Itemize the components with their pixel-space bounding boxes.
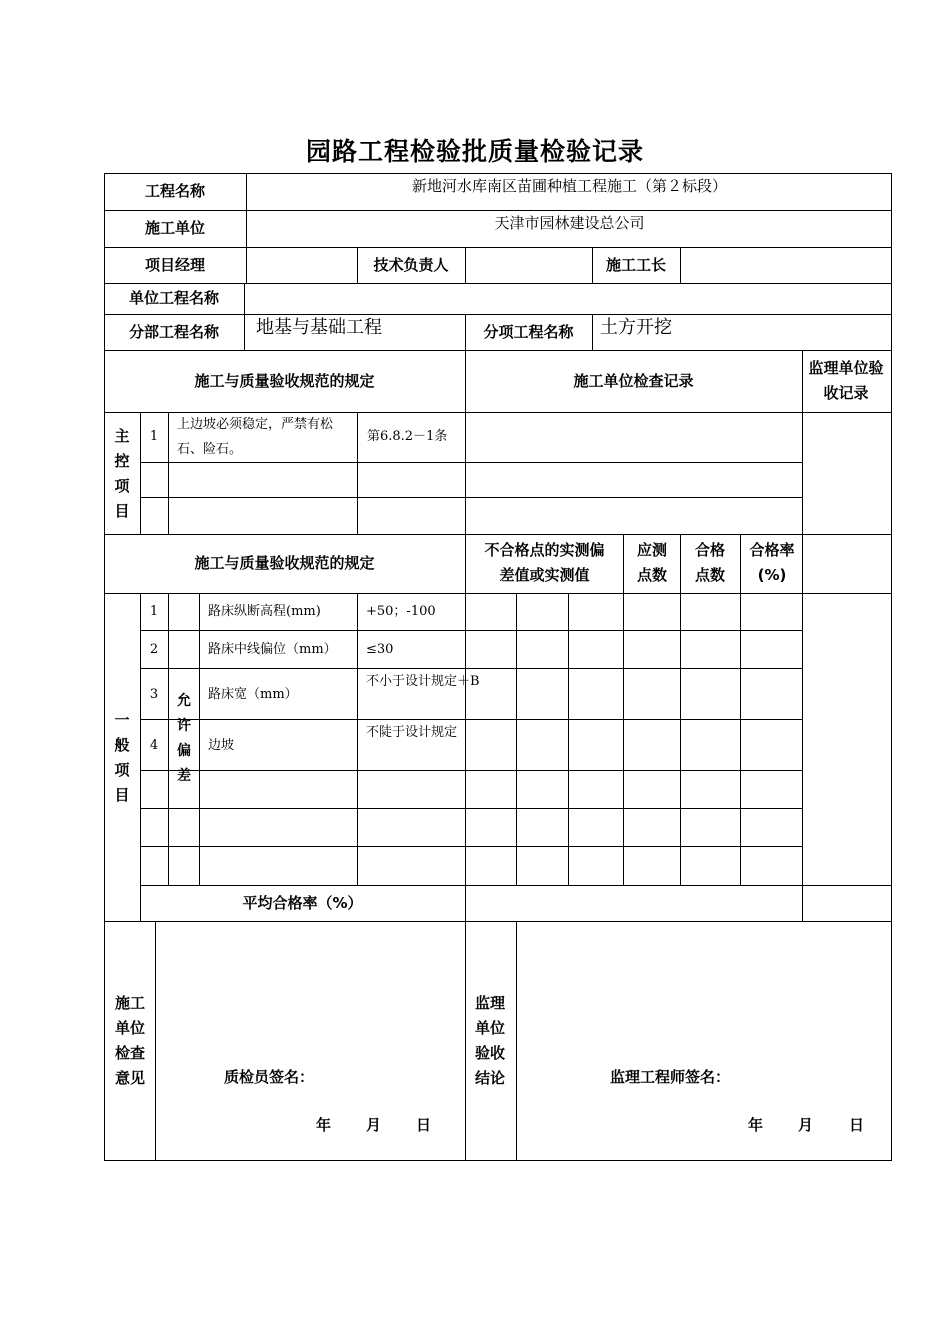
general-item-no-1: 1 [149, 604, 159, 619]
contractor-date-year: 年 [316, 1116, 332, 1134]
engineer-signature-label: 监理工程师签名： [610, 1068, 731, 1086]
project-name-value: 新地河水库南区苗圃种植工程施工（第２标段） [411, 177, 727, 195]
general-item-no-2: 2 [149, 642, 159, 657]
main-item-desc: 上边坡必须稳定，严禁有松石、险石。 [177, 417, 334, 457]
pm-label: 项目经理 [144, 256, 205, 274]
inspection-form-table [104, 173, 892, 1161]
tech-lead-label: 技术负责人 [373, 256, 449, 274]
contractor-opinion-label: 施工单位检查意见 [114, 994, 145, 1087]
points-header: 应测点数 [636, 541, 667, 584]
general-spec-header: 施工与质量验收规范的规定 [194, 554, 375, 572]
supervisor-date-year: 年 [748, 1116, 764, 1134]
tolerance-label: 允许偏差 [177, 693, 191, 784]
general-item-name-3: 路床宽（mm） [208, 687, 298, 702]
general-item-tol-2: ≤30 [366, 642, 394, 657]
main-check-header: 施工单位检查记录 [573, 372, 694, 390]
general-item-name-4: 边坡 [208, 738, 235, 753]
general-item-tol-1: +50；-100 [366, 604, 436, 619]
general-item-no-4: 4 [149, 738, 159, 753]
supervisor-conclusion-label: 监理单位验收结论 [474, 994, 505, 1087]
subdivision-label: 分项工程名称 [483, 323, 574, 341]
main-spec-header: 施工与质量验收规范的规定 [194, 372, 375, 390]
project-name-label: 工程名称 [144, 182, 205, 200]
division-value: 地基与基础工程 [256, 317, 382, 338]
supervisor-date-day: 日 [849, 1116, 865, 1134]
general-item-name-1: 路床纵断高程(mm) [208, 604, 321, 619]
contractor-date-day: 日 [416, 1116, 432, 1134]
pass-points-header: 合格点数 [694, 541, 725, 584]
general-item-no-3: 3 [149, 687, 159, 702]
division-label: 分部工程名称 [128, 323, 219, 341]
general-side-label: 一般项目 [114, 711, 130, 804]
subdivision-value: 土方开挖 [600, 317, 672, 338]
form-title: 园路工程检验批质量检验记录 [305, 137, 644, 166]
main-control-side-label: 主控项目 [114, 427, 130, 520]
avg-pass-rate-label: 平均合格率（%） [242, 894, 363, 912]
general-item-name-2: 路床中线偏位（mm） [208, 642, 337, 657]
inspector-signature-label: 质检员签名： [224, 1068, 315, 1086]
pass-rate-header: 合格率(%) [749, 541, 795, 584]
contractor-label: 施工单位 [144, 219, 205, 237]
general-item-tol-3: 不小于设计规定＋B [366, 674, 480, 689]
supervisor-record-header: 监理单位验收记录 [808, 359, 884, 402]
contractor-value: 天津市园林建设总公司 [494, 214, 645, 232]
main-item-ref: 第6.8.2－1条 [367, 429, 448, 444]
main-item-no: 1 [149, 429, 159, 444]
measured-header: 不合格点的实测偏差值或实测值 [484, 541, 605, 584]
unit-project-label: 单位工程名称 [128, 289, 219, 307]
contractor-date-month: 月 [366, 1116, 382, 1134]
general-item-tol-4: 不陡于设计规定 [366, 725, 458, 740]
supervisor-date-month: 月 [798, 1116, 814, 1134]
foreman-label: 施工工长 [605, 256, 666, 274]
